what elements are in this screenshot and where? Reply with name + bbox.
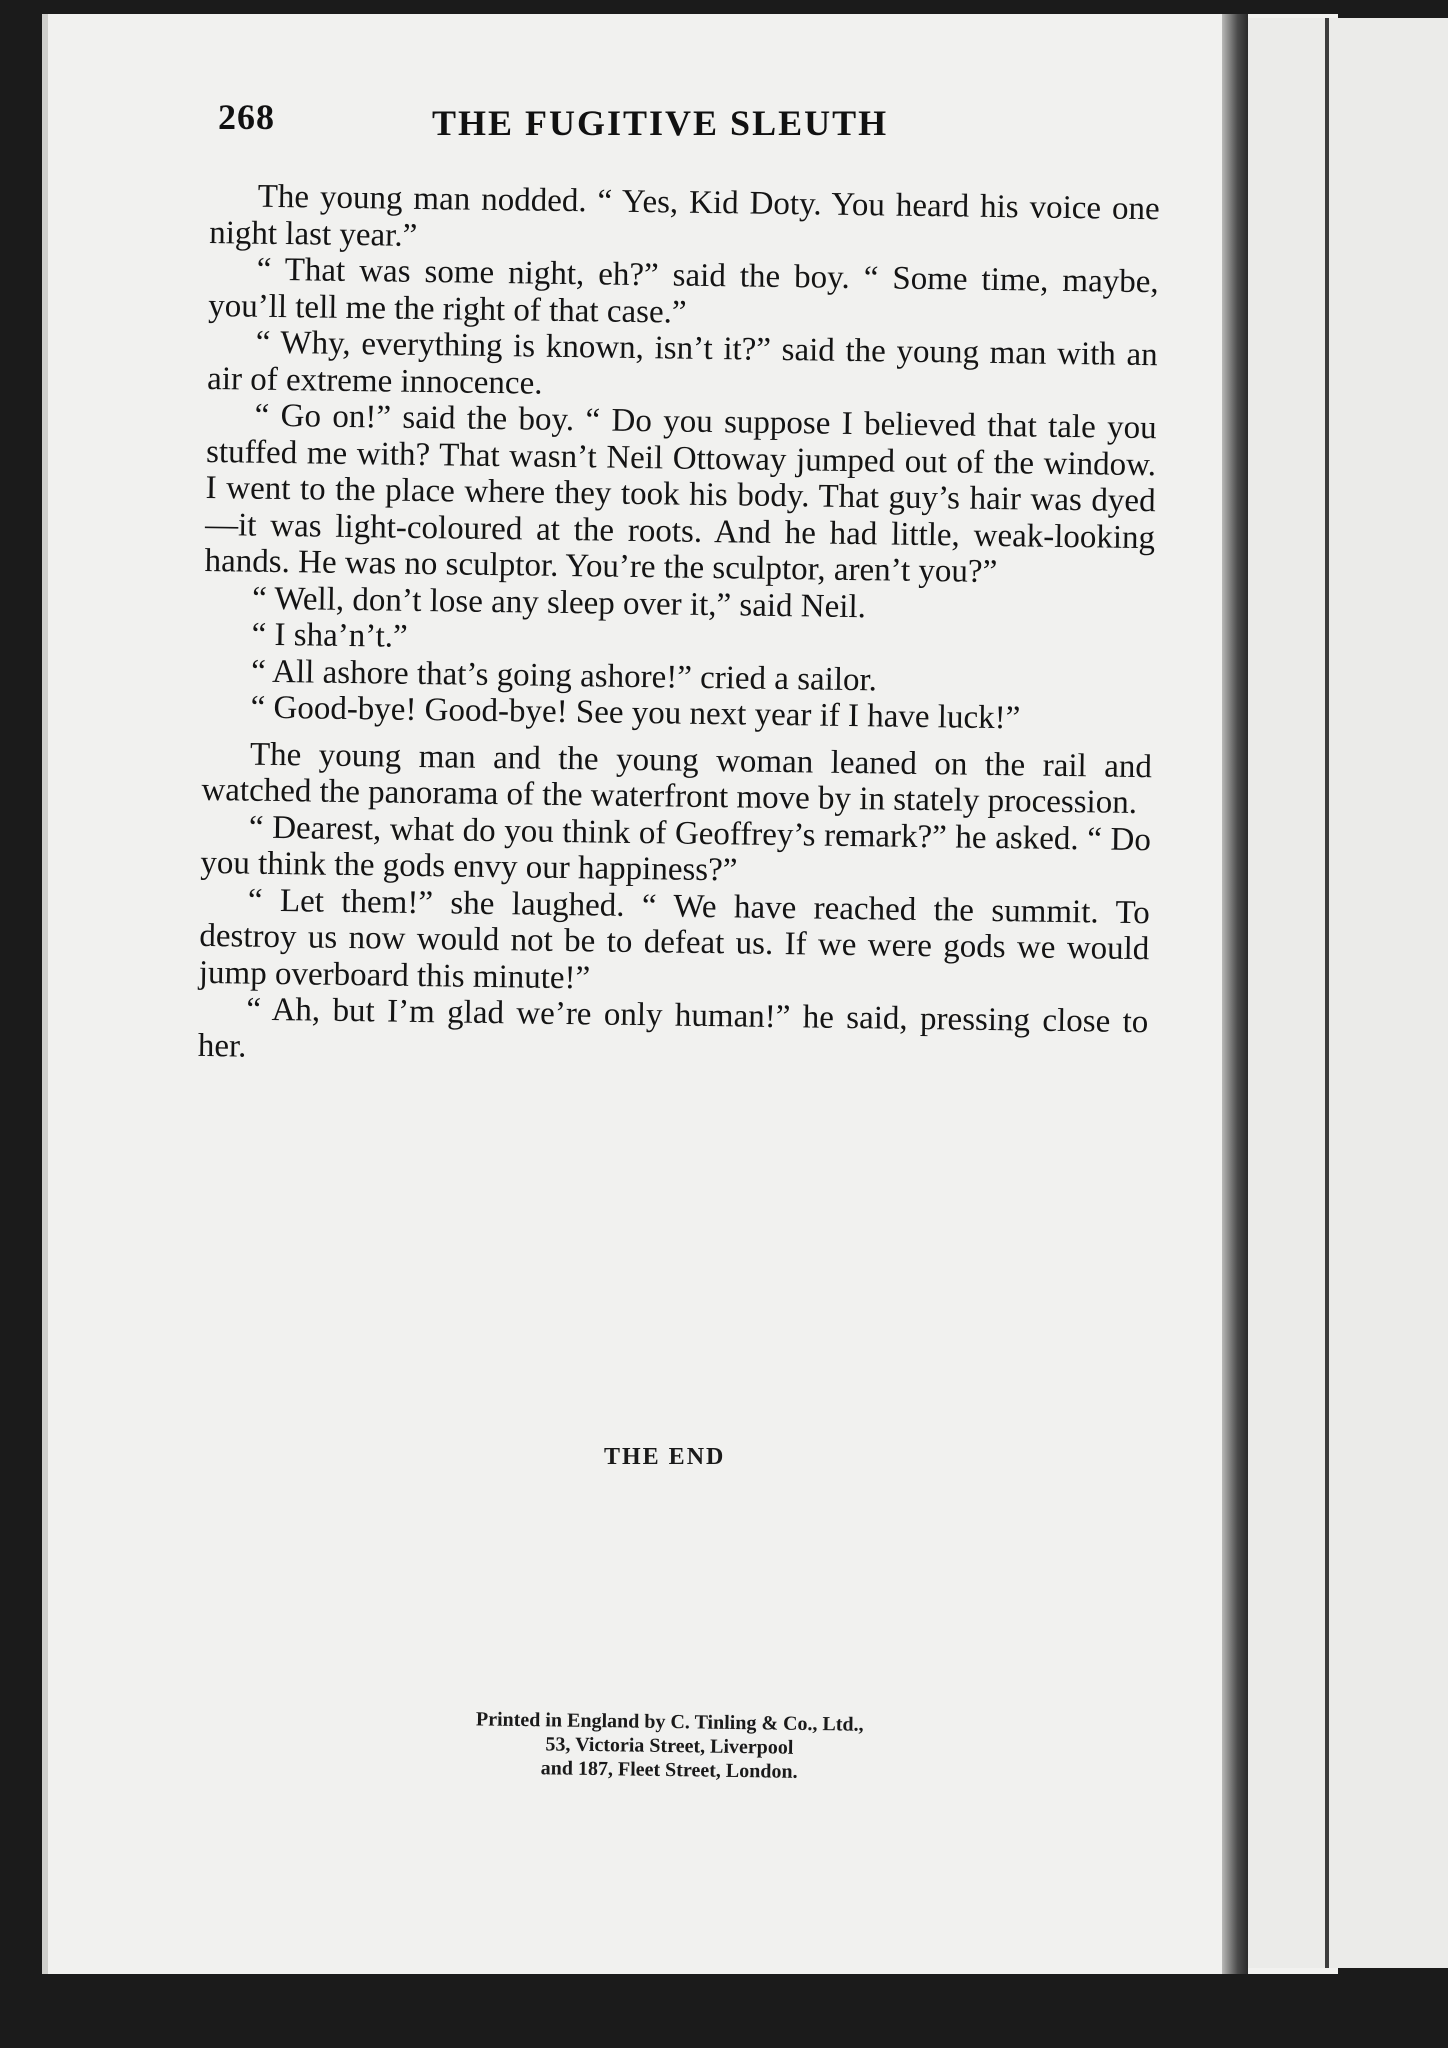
printer-line: and 187, Fleet Street, London. <box>540 1757 798 1783</box>
body-text <box>198 178 1160 1077</box>
paragraph: “ Let them!” she laughed. “ We have reached the summit. To destroy us now would not be to defeat us. If we were gods we would jump overboard this minute!” <box>198 882 1151 996</box>
paragraph: “ That was some night, eh?” said the boy. “ Some time, maybe, you’ll tell me the right of that case.” <box>207 251 1159 331</box>
paragraph: The young man and the young woman leaned on the rail and watched the panorama of the waterfront move by in stately procession. <box>201 736 1153 822</box>
gutter-shadow <box>1222 14 1248 1974</box>
printer-imprint <box>379 1706 960 1786</box>
paragraph: “ Ah, but I’m glad we’re only human!” he said, pressing close to her. <box>197 991 1149 1065</box>
bottom-shadow <box>0 1974 1448 2048</box>
paragraph: “ Go on!” said the boy. “ Do you suppose I believed that tale you stuffed me with? That wasn’t Neil Ottoway jumped out of the window. I went to the place where they took his body. That guy’s hair was dyed—it was light-coloured at the roots. And he had little, weak-looking hands. He was no sculptor. You’re the sculptor, aren’t you?” <box>204 397 1157 591</box>
paragraph: “ Why, everything is known, isn’t it?” said the young man with an air of extreme innocence. <box>206 324 1158 402</box>
facing-page-edge <box>1325 18 1329 1968</box>
the-end-label: THE END <box>604 1444 726 1470</box>
printer-line: Printed in England by C. Tinling & Co., Ltd., <box>475 1708 864 1736</box>
paragraph: The young man nodded. “ Yes, Kid Doty. You heard his voice one night last year.” <box>208 178 1160 254</box>
running-title: THE FUGITIVE SLEUTH <box>432 103 889 143</box>
paragraph: “ Good-bye! Good-bye! See you next year if I have luck!” <box>250 689 1021 737</box>
printer-line: 53, Victoria Street, Liverpool <box>545 1733 794 1759</box>
paragraph: “ I sha’n’t.” <box>251 616 408 655</box>
paragraph: “ Well, don’t lose any sleep over it,” said Neil. <box>251 580 867 625</box>
page-header <box>218 96 1008 146</box>
page-number: 268 <box>218 97 275 137</box>
paragraph: “ All ashore that’s going ashore!” cried a sailor. <box>250 653 878 698</box>
paragraph: “ Dearest, what do you think of Geoffrey’s remark?” he asked. “ Do you think the gods envy our happiness?” <box>200 809 1152 889</box>
facing-page <box>1248 18 1448 1968</box>
